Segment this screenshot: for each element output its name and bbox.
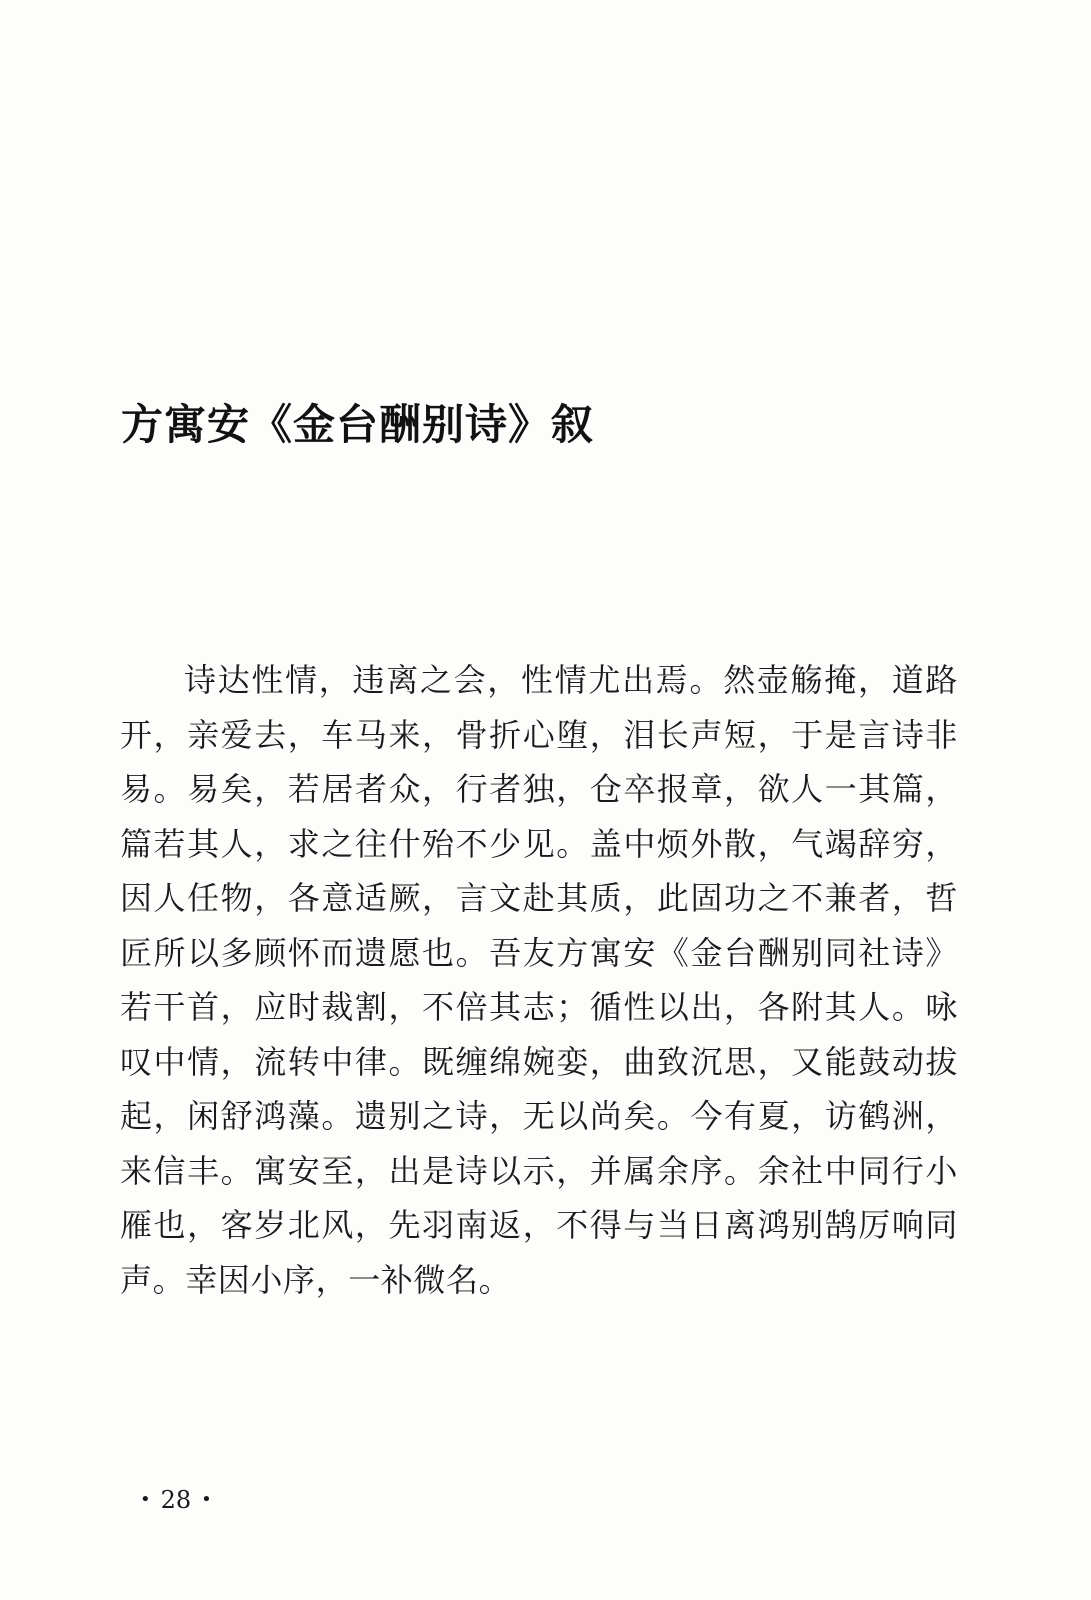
page-number-dot-right: • (201, 1489, 212, 1510)
page-number-dot-left: • (140, 1489, 151, 1510)
page-number-footer (140, 1486, 212, 1514)
body-paragraph: 诗达性情，违离之会，性情尤出焉。然壶觞掩，道路开，亲爱去，车马来，骨折心堕，泪长声短，于是言诗非易。易矣，若居者众，行者独，仓卒报章，欲人一其篇，篇若其人，求之往什殆不少见。盖中烦外散，气竭辞穷，因人任物，各意适厥，言文赴其质，此固功之不兼者，哲匠所以多顾怀而遗愿也。吾友方寓安《金台酬别同社诗》若干首，应时裁割，不倍其志；循性以出，各附其人。咏叹中情，流转中律。既缠绵婉娈，曲致沉思，又能鼓动拔起，闲舒鸿藻。遗别之诗，无以尚矣。今有夏，访鹤洲，来信丰。寓安至，出是诗以示，并属余序。余社中同行小雁也，客岁北风，先羽南返，不得与当日离鸿别鹄厉响同声。幸因小序，一补微名。 (120, 661, 958, 1299)
page-title: 方寓安《金台酬别诗》叙 (121, 400, 595, 449)
page-number: 28 (160, 1486, 192, 1514)
